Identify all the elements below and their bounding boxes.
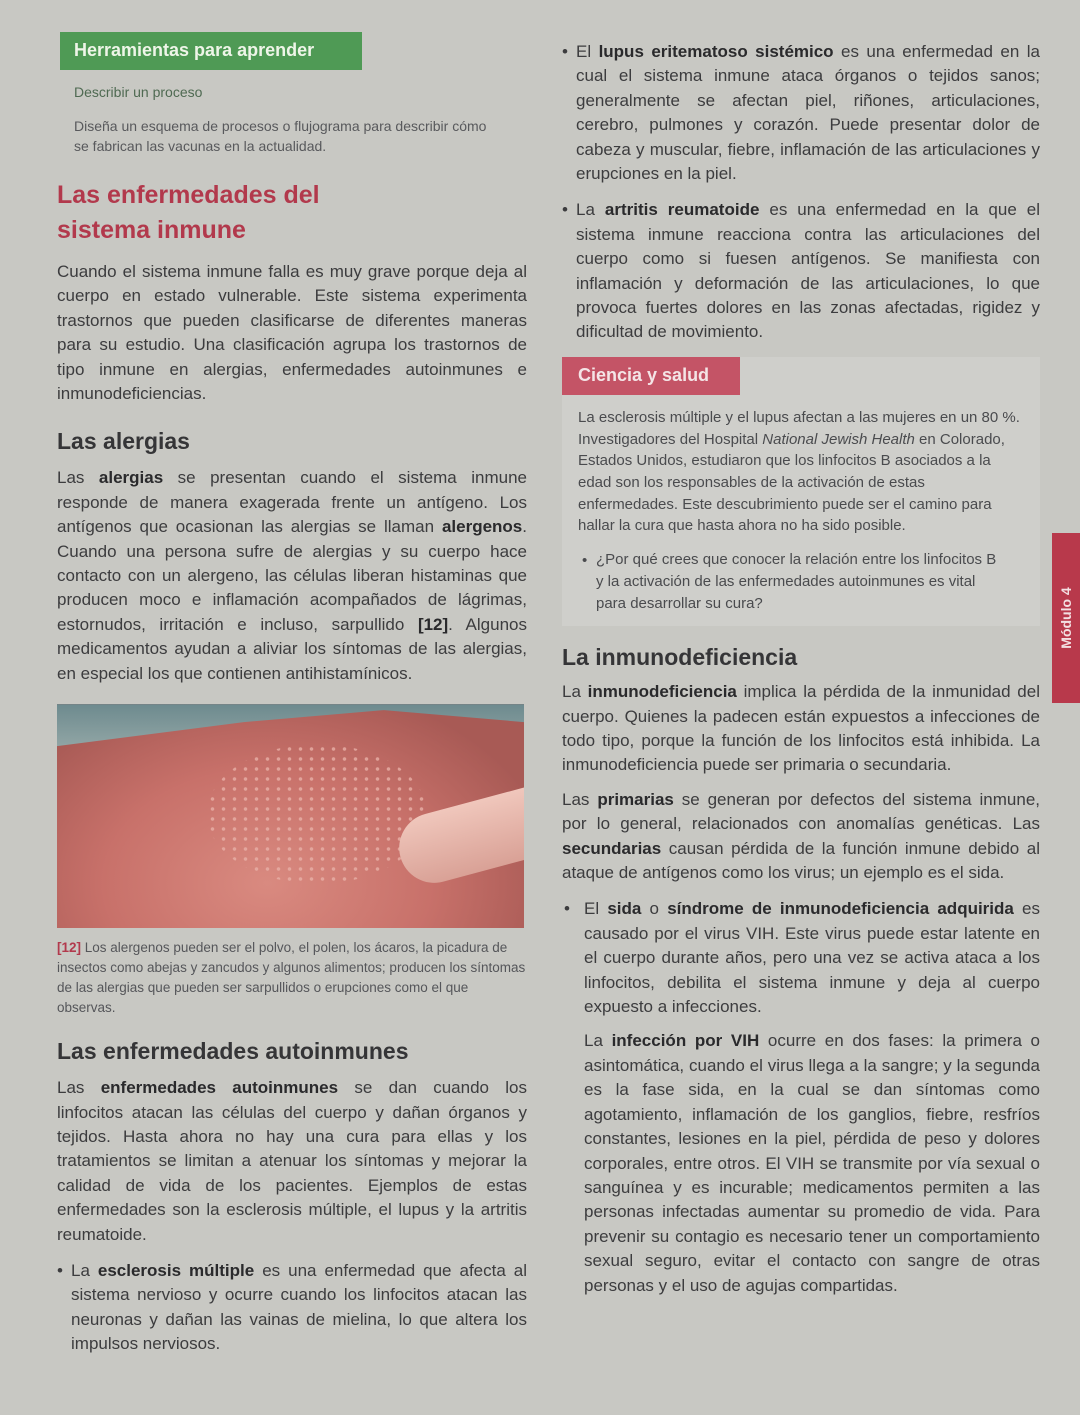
alergias-paragraph — [57, 466, 527, 686]
figure-caption — [57, 938, 527, 1018]
section-title: Las enfermedades del sistema inmune — [57, 181, 320, 244]
text-segment: se presentan cuando el sistema inmune responde de manera exagerada frente un antígeno. Los antígenos que ocasionan las alergias se llaman — [57, 468, 527, 537]
text-segment: La — [576, 200, 605, 220]
question-text: ¿Por qué crees que conocer la relación entre los linfocitos B y la activación de las enfermedades autoinmunes es vital para desarrollar su cura? — [596, 551, 997, 612]
text-segment: es una enfermedad en la que el sistema inmune reacciona contra las articulaciones del cuerpo como si fuesen antígenos. Se manifiesta con inflamación y deformación de las articulaciones, lo que provoca fuertes dolores en las zonas afectadas, rigidez y dificultad de movimiento. — [576, 200, 1040, 342]
text-segment: es una enfermedad en la cual el sistema inmune ataca órganos o tejidos sanos; generalmente se afectan piel, riñones, articulaciones, cerebro, pulmones y corazón. Puede presentar dolor de cabeza y muscular, fiebre, inflamación de las articulaciones y erupciones en la piel. — [576, 42, 1040, 184]
inmunodeficiencia-title: La inmunodeficiencia — [562, 644, 798, 671]
ciencia-salud-box — [562, 357, 1040, 626]
bold-term: artritis reumatoide — [604, 200, 760, 220]
ciencia-salud-text — [578, 407, 1020, 537]
rash-photo — [57, 704, 524, 928]
tools-title: Herramientas para aprender — [74, 40, 315, 60]
text-segment: se generan por defectos del sistema inmune, por lo general, relacionados con anomalías genéticas. Las — [562, 789, 1040, 834]
bold-term: secundarias — [562, 838, 662, 858]
vih-paragraph — [584, 1029, 1040, 1297]
tools-subtitle: Describir un proceso — [74, 84, 203, 100]
module-tab-label: Módulo 4 — [1058, 587, 1074, 649]
text-segment: . Cuando una persona sufre de alergias y su cuerpo hace contacto con un alergeno, las células liberan histaminas que producen moco e inflamación acompañados de lágrimas, estornudos, irritación e incluso, sarpullido — [57, 517, 527, 634]
ciencia-salud-title: Ciencia y salud — [578, 364, 710, 385]
text-segment: El — [576, 42, 599, 61]
text-segment: o — [641, 899, 668, 919]
bullet-dot: • — [562, 200, 568, 220]
text-segment: implica la pérdida de la inmunidad del cuerpo. Quienes la padecen están expuestos a infecciones de todo tipo, porque la función de los linfocitos está inhibida. La inmunodeficiencia puede ser primaria o secundaria. — [562, 682, 1040, 775]
caption-text: Los alergenos pueden ser el polvo, el polen, los ácaros, la picadura de insectos como abejas y zancudos y algunos alimentos; producen los síntomas de las alergias que pueden ser sarpullidos o erupciones como el que observas. — [57, 940, 526, 1016]
text-segment: La — [562, 682, 588, 702]
bold-term: alergias — [98, 468, 164, 488]
autoinmunes-paragraph — [57, 1076, 527, 1247]
text-segment: es causado por el virus VIH. Este virus puede estar latente en el cuerpo durante años, pero una vez se activa ataca a los linfocitos, debilita el sistema inmune y deja al cuerpo expuesto a infecciones. — [584, 899, 1041, 1017]
bullet-esclerosis — [57, 1259, 527, 1357]
text-segment: Cuando el sistema inmune falla es muy grave porque deja al cuerpo en estado vulnerable. Este sistema experimenta trastornos que pueden clasificarse de diferentes maneras para su estudio. Una clasificación agrupa los trastornos de tipo inmune en alergias, enfermedades autoinmunes e inmunodeficiencias. — [57, 262, 527, 404]
bold-term: enfermedades autoinmunes — [100, 1078, 339, 1098]
bold-term: [12] — [417, 614, 449, 634]
bold-term: esclerosis múltiple — [97, 1260, 255, 1280]
bullet-dot: • — [57, 1260, 63, 1280]
italic-text: National Jewish Health — [762, 430, 915, 448]
inmuno-paragraph-2 — [562, 788, 1040, 886]
text-segment: . Algunos medicamentos ayudan a aliviar los síntomas de las alergias, en especial los que contienen antihistamínicos. — [57, 614, 527, 683]
bold-term: primarias — [597, 789, 674, 809]
bullet-lupus — [562, 40, 1040, 186]
ciencia-salud-question — [582, 549, 1000, 614]
autoinmunes-title: Las enfermedades autoinmunes — [57, 1038, 409, 1065]
bullet-dot: • — [564, 899, 570, 919]
caption-number: [12] — [57, 940, 82, 956]
text-segment: causan pérdida de la función inmune debido al ataque de antígenos como los virus; un ejemplo es el sida. — [562, 838, 1040, 883]
text-segment: es una enfermedad que afecta al sistema nervioso y ocurre cuando los linfocitos atacan las neuronas y dañan las vainas de mielina, lo que altera los impulsos nerviosos. — [71, 1260, 527, 1354]
text-segment: La — [71, 1260, 98, 1280]
left-column — [57, 32, 527, 1357]
text-segment: Las — [57, 1078, 101, 1098]
bold-term: inmunodeficiencia — [587, 682, 737, 702]
bullet-dot: • — [582, 552, 588, 570]
tools-text: Diseña un esquema de procesos o flujograma para describir cómo se fabrican las vacunas en la actualidad. — [74, 118, 487, 154]
module-tab[interactable] — [1052, 533, 1080, 703]
bullet-sida — [564, 897, 1041, 1019]
inmuno-paragraph-1 — [562, 680, 1040, 778]
text-segment: La — [584, 1031, 612, 1051]
bullet-artritis — [562, 198, 1040, 344]
text-segment: ocurre en dos fases: la primera o asintomática, cuando el virus llega a la sangre; y la segunda es la fase sida, en la cual se dan síntomas como agotamiento, inflamación de los ganglios, fiebre, resfríos constantes, lesiones en la piel, pérdida de peso y dolores corporales, entre otros. El VIH se transmite por vía sexual o sanguínea y es incurable; medicamentos permiten a las personas infectadas aumentar su promedio de vida. Para prevenir su contagio es necesario tener un comportamiento sexual seguro, evitar el contacto con sangre de otras personas y el uso de agujas compartidas. — [584, 1031, 1041, 1295]
ciencia-salud-banner — [562, 357, 740, 395]
bullet-dot: • — [562, 42, 568, 61]
text-segment: Las — [57, 468, 99, 488]
alergias-title: Las alergias — [57, 428, 190, 455]
intro-paragraph — [57, 260, 527, 406]
text-segment: en Colorado, Estados Unidos, estudiaron que los linfocitos B asociados a la edad son los responsables de la activación de estas enfermedades. Este descubrimiento puede ser el camino para hallar la cura que hasta ahora no ha sido posible. — [578, 430, 1005, 535]
text-segment: La esclerosis múltiple y el lupus afectan a las mujeres en un 80 %. Investigadores del Hospital — [578, 408, 1020, 448]
bold-term: infección por VIH — [611, 1031, 760, 1051]
right-column — [562, 40, 1040, 1298]
bold-term: sida — [607, 899, 642, 919]
bold-term: lupus eritematoso sistémico — [598, 42, 834, 61]
tools-banner — [60, 32, 362, 70]
bold-term: alergenos — [441, 517, 523, 537]
text-segment: El — [584, 899, 608, 919]
text-segment: se dan cuando los linfocitos atacan las células del cuerpo y dañan órganos y tejidos. Hasta ahora no hay una cura para ellas y los tratamientos se limitan a atenuar los síntomas y mejorar la calidad de vida de los pacientes. Ejemplos de estas enfermedades son la esclerosis múltiple, el lupus y la artritis reumatoide. — [57, 1078, 528, 1244]
text-segment: Las — [562, 789, 598, 809]
bold-term: síndrome de inmunodeficiencia adquirida — [667, 899, 1014, 919]
